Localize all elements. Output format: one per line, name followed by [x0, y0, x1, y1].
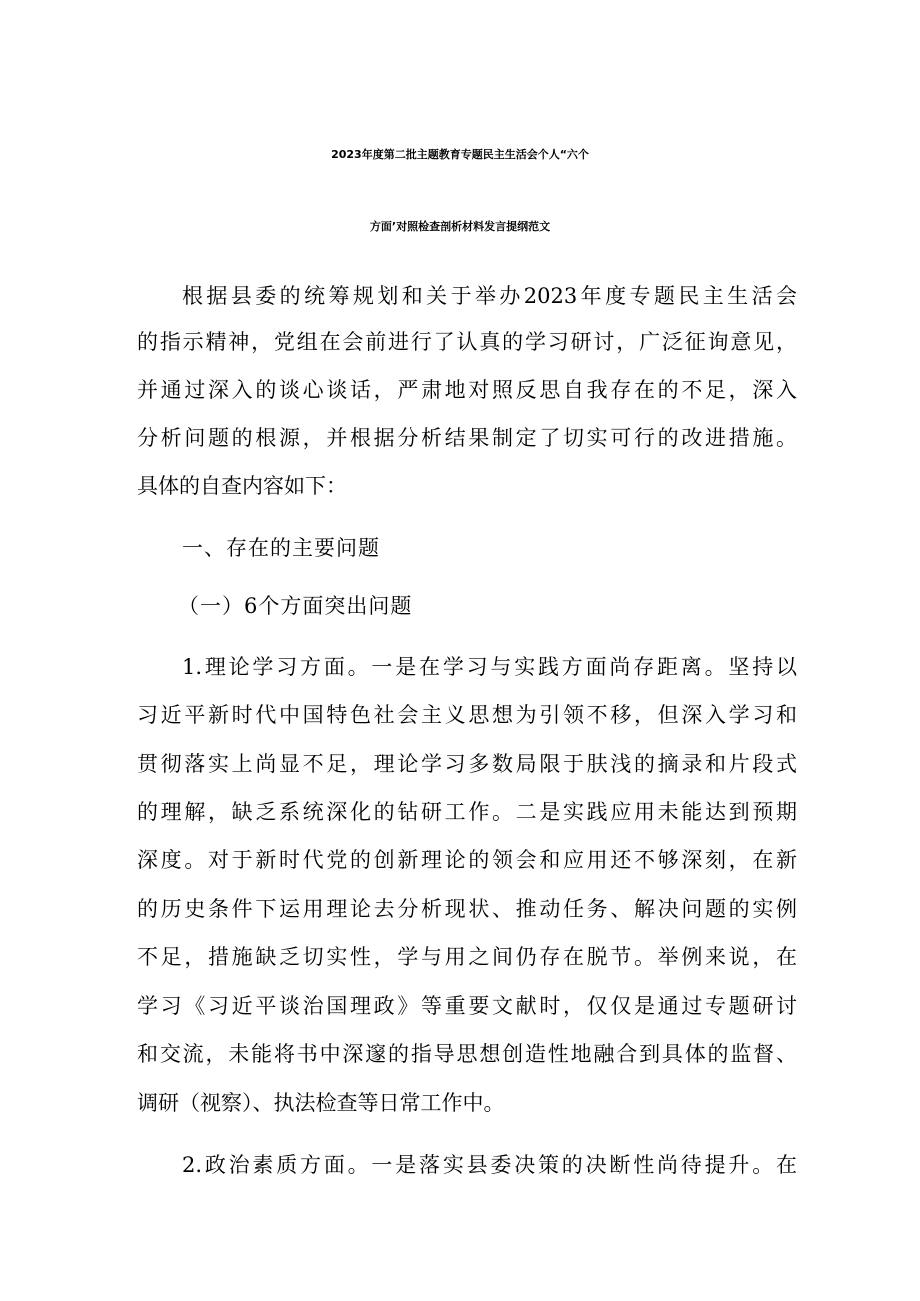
- section-heading: 一、存在的主要问题: [182, 536, 380, 560]
- document-title-line-1: 2023年度第二批主题教育专题民主生活会个人“六个: [331, 148, 589, 161]
- intro-line: 的指示精神，党组在会前进行了认真的学习研讨，广泛征询意见，: [137, 330, 797, 354]
- item1-line: 的理解，缺乏系统深化的钻研工作。二是实践应用未能达到预期: [137, 800, 797, 824]
- item1-line: 贯彻落实上尚显不足，理论学习多数局限于肤浅的摘录和片段式: [137, 752, 797, 776]
- subsection-heading: （一）6个方面突出问题: [178, 594, 413, 618]
- item1-line: 调研（视察）、执法检查等日常工作中。: [137, 1091, 505, 1115]
- item1-line: 1.理论学习方面。一是在学习与实践方面尚存距离。坚持以: [182, 655, 797, 679]
- intro-line: 分析问题的根源，并根据分析结果制定了切实可行的改进措施。: [137, 426, 797, 450]
- item1-line: 深度。对于新时代党的创新理论的领会和应用还不够深刻，在新: [137, 848, 797, 872]
- intro-line: 具体的自查内容如下：: [137, 474, 347, 498]
- item1-line: 不足，措施缺乏切实性，学与用之间仍存在脱节。举例来说，在: [137, 945, 797, 969]
- intro-line: 根据县委的统筹规划和关于举办2023年度专题民主生活会: [182, 284, 797, 308]
- document-title-line-2: 方面’对照检查剖析材料发言提纲范文: [369, 220, 551, 233]
- item1-line: 的历史条件下运用理论去分析现状、推动任务、解决问题的实例: [137, 897, 797, 921]
- intro-line: 并通过深入的谈心谈话，严肃地对照反思自我存在的不足，深入: [137, 378, 797, 402]
- item1-line: 学习《习近平谈治国理政》等重要文献时，仅仅是通过专题研讨: [137, 994, 797, 1018]
- item2-line: 2.政治素质方面。一是落实县委决策的决断性尚待提升。在: [182, 1153, 797, 1177]
- item1-line: 习近平新时代中国特色社会主义思想为引领不移，但深入学习和: [137, 703, 797, 727]
- item1-line: 和交流，未能将书中深邃的指导思想创造性地融合到具体的监督、: [137, 1042, 797, 1066]
